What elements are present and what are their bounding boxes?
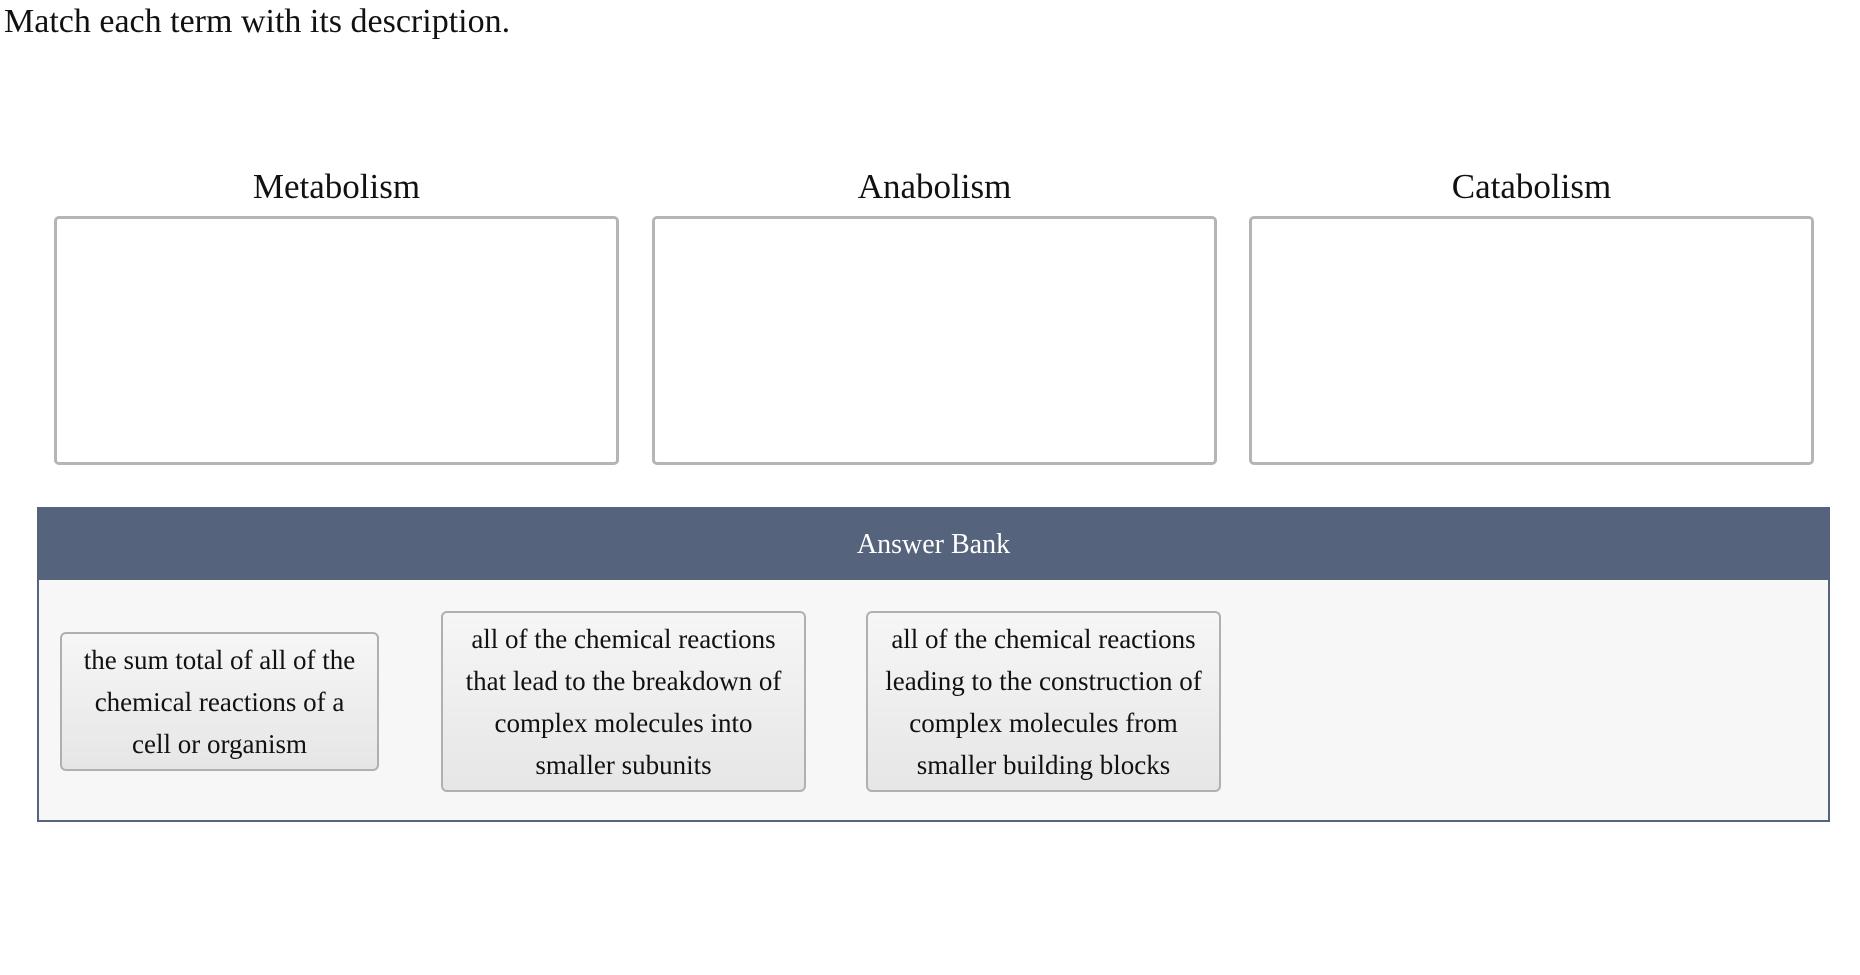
target-column-anabolism (652, 162, 1217, 465)
target-column-metabolism (54, 162, 619, 465)
target-label-anabolism: Anabolism (857, 167, 1012, 206)
answer-bank (37, 507, 1830, 822)
answer-card-text: the sum total of all of the chemical reactions of a cell or organism (83, 644, 356, 759)
answer-bank-header: Answer Bank (39, 509, 1828, 580)
answer-card-sum-total[interactable] (60, 632, 379, 771)
drop-zone-metabolism[interactable] (54, 216, 619, 465)
answer-card-text: all of the chemical reactions leading to the construction of complex molecules from smaller building blocks (885, 623, 1202, 780)
answer-card-construction[interactable] (866, 611, 1221, 792)
question-prompt: Match each term with its description. (4, 3, 511, 40)
target-column-catabolism (1249, 162, 1814, 465)
target-label-catabolism: Catabolism (1451, 167, 1612, 206)
answer-card-text: all of the chemical reactions that lead to the breakdown of complex molecules into smaller subunits (465, 623, 782, 780)
answer-card-breakdown[interactable] (441, 611, 806, 792)
drop-zone-anabolism[interactable] (652, 216, 1217, 465)
drop-zone-catabolism[interactable] (1249, 216, 1814, 465)
target-label-metabolism: Metabolism (252, 167, 421, 206)
